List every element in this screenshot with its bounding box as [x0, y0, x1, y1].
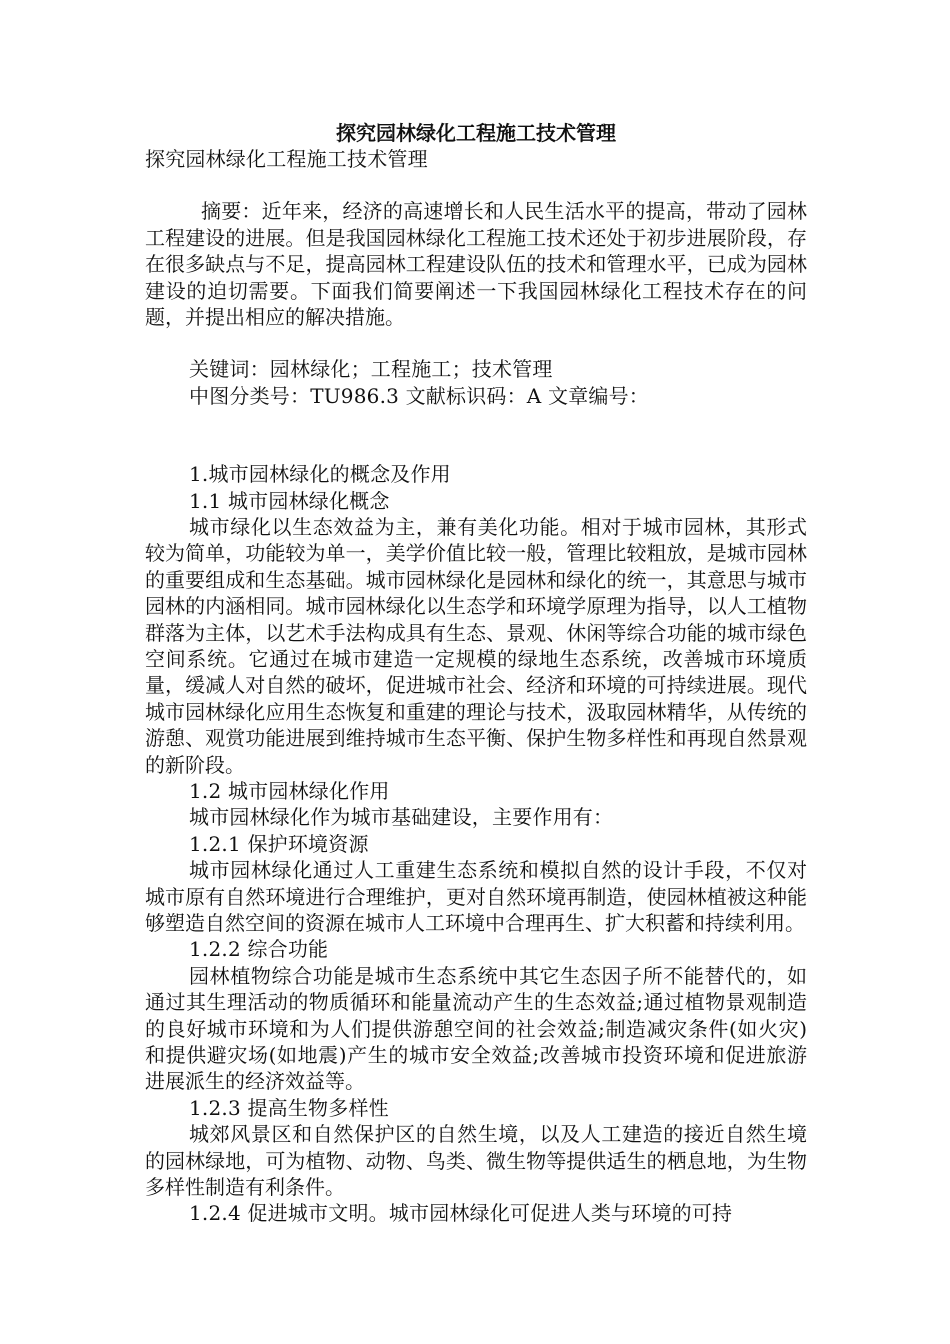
subsection-heading: 1.2.4 促进城市文明。城市园林绿化可促进人类与环境的可持 [189, 1201, 733, 1226]
document-page [145, 120, 807, 1227]
classification-line: 中图分类号：TU986.3 文献标识码：A 文章编号： [189, 383, 650, 408]
body-paragraph: 园林植物综合功能是城市生态系统中其它生态因子所不能替代的，如通过其生理活动的物质循环和能量流动产生的生态效益;通过植物景观制造的良好城市环境和为人们提供游憩空间的社会效益;制造减灾条件(如火灾)和提供避灾场(如地震)产生的城市安全效益;改善城市投资环境和促进旅游进展派生的经济效益等。 [145, 963, 807, 1094]
section-heading: 1.城市园林绿化的概念及作用 [189, 462, 451, 487]
body-paragraph: 城市园林绿化作为城市基础建设，主要作用有： [189, 805, 614, 830]
subsection-heading: 1.2 城市园林绿化作用 [189, 779, 390, 804]
document-subtitle: 探究园林绿化工程施工技术管理 [145, 147, 428, 171]
body-paragraph: 城郊风景区和自然保护区的自然生境，以及人工建造的接近自然生境的园林绿地，可为植物、动物、鸟类、微生物等提供适生的栖息地，为生物多样性制造有利条件。 [145, 1122, 807, 1200]
body-paragraph: 城市园林绿化通过人工重建生态系统和模拟自然的设计手段，不仅对城市原有自然环境进行合理维护，更对自然环境再制造，使园林植被这种能够塑造自然空间的资源在城市人工环境中合理再生、扩大积蓄和持续利用。 [145, 858, 807, 936]
abstract-paragraph: 摘要：近年来，经济的高速增长和人民生活水平的提高，带动了园林工程建设的进展。但是我国园林绿化工程施工技术还处于初步进展阶段，存在很多缺点与不足，提高园林工程建设队伍的技术和管理水平，已成为园林建设的迫切需要。下面我们简要阐述一下我国园林绿化工程技术存在的问题，并提出相应的解决措施。 [145, 199, 807, 330]
subsection-heading: 1.2.2 综合功能 [189, 937, 329, 962]
body-paragraph: 城市绿化以生态效益为主，兼有美化功能。相对于城市园林，其形式较为简单，功能较为单一，美学价值比较一般，管理比较粗放，是城市园林的重要组成和生态基础。城市园林绿化是园林和绿化的统一，其意思与城市园林的内涵相同。城市园林绿化以生态学和环境学原理为指导，以人工植物群落为主体，以艺术手法构成具有生态、景观、休闲等综合功能的城市绿色空间系统。它通过在城市建造一定规模的绿地生态系统，改善城市环境质量，缓减人对自然的破坏，促进城市社会、经济和环境的可持续进展。现代城市园林绿化应用生态恢复和重建的理论与技术，汲取园林精华，从传统的游憩、观赏功能进展到维持城市生态平衡、保护生物多样性和再现自然景观的新阶段。 [145, 514, 807, 777]
subsection-heading: 1.2.1 保护环境资源 [189, 831, 369, 856]
document-title: 探究园林绿化工程施工技术管理 [336, 121, 616, 145]
subsection-heading: 1.1 城市园林绿化概念 [189, 488, 390, 513]
subsection-heading: 1.2.3 提高生物多样性 [189, 1095, 389, 1120]
keywords-line: 关键词：园林绿化；工程施工；技术管理 [189, 357, 553, 382]
